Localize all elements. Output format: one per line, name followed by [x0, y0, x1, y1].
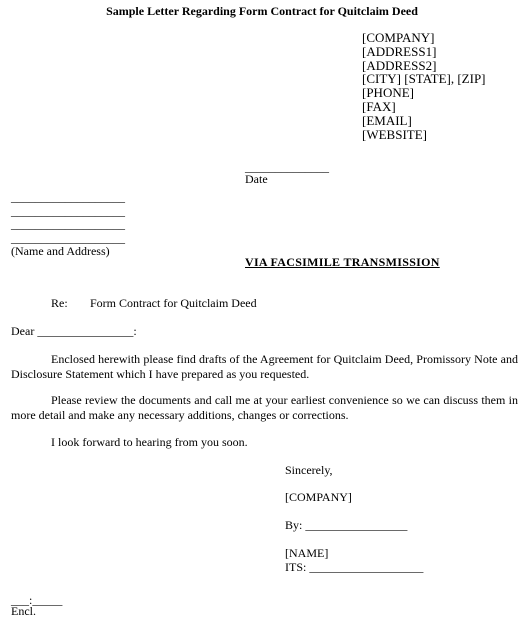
body-paragraph-2: Please review the documents and call me at your earliest convenience so we can discuss them in more detail and make any necessary additions, changes or corrections.: [11, 393, 518, 422]
date-label: Date: [245, 172, 268, 186]
recipient-line-3: ___________________: [11, 217, 125, 231]
letter-title: Sample Letter Regarding Form Contract for Quitclaim Deed: [106, 4, 418, 18]
sender-website: [WEBSITE]: [362, 126, 427, 142]
re-label: Re:: [51, 296, 68, 310]
closing-sincerely: Sincerely,: [285, 463, 333, 477]
sender-address2: [ADDRESS2]: [362, 57, 437, 73]
recipient-line-4: ___________________: [11, 230, 125, 245]
delivery-method: VIA FACSIMILE TRANSMISSION: [245, 255, 440, 269]
closing-by: By: _________________: [285, 518, 408, 532]
date-blank: ______________: [245, 160, 329, 174]
closing-its: ITS: ___________________: [285, 560, 424, 574]
salutation: Dear ________________:: [11, 324, 137, 338]
sender-city-state-zip: [CITY] [STATE], [ZIP]: [362, 71, 486, 87]
recipient-line-2: ___________________: [11, 203, 125, 218]
recipient-block: [11, 191, 125, 259]
re-subject: Form Contract for Quitclaim Deed: [90, 296, 257, 310]
closing-name: [NAME]: [285, 546, 329, 560]
body-paragraph-3: I look forward to hearing from you soon.: [51, 435, 248, 449]
closing-company: [COMPANY]: [285, 490, 352, 504]
sender-address1: [ADDRESS1]: [362, 43, 437, 59]
recipient-line-1: ___________________: [11, 190, 125, 204]
footer-initials: ___:_____: [11, 593, 63, 607]
sender-email: [EMAIL]: [362, 112, 412, 128]
recipient-label: (Name and Address): [11, 244, 110, 258]
footer-enclosure: Encl.: [11, 604, 36, 618]
sender-phone: [PHONE]: [362, 85, 414, 101]
sender-company: [COMPANY]: [362, 30, 435, 45]
body-paragraph-1: Enclosed herewith please find drafts of the Agreement for Quitclaim Deed, Promissory Note and Disclosure Statement which I have prepared as you requested.: [11, 352, 518, 381]
sender-block: [362, 31, 486, 141]
sender-fax: [FAX]: [362, 98, 396, 114]
